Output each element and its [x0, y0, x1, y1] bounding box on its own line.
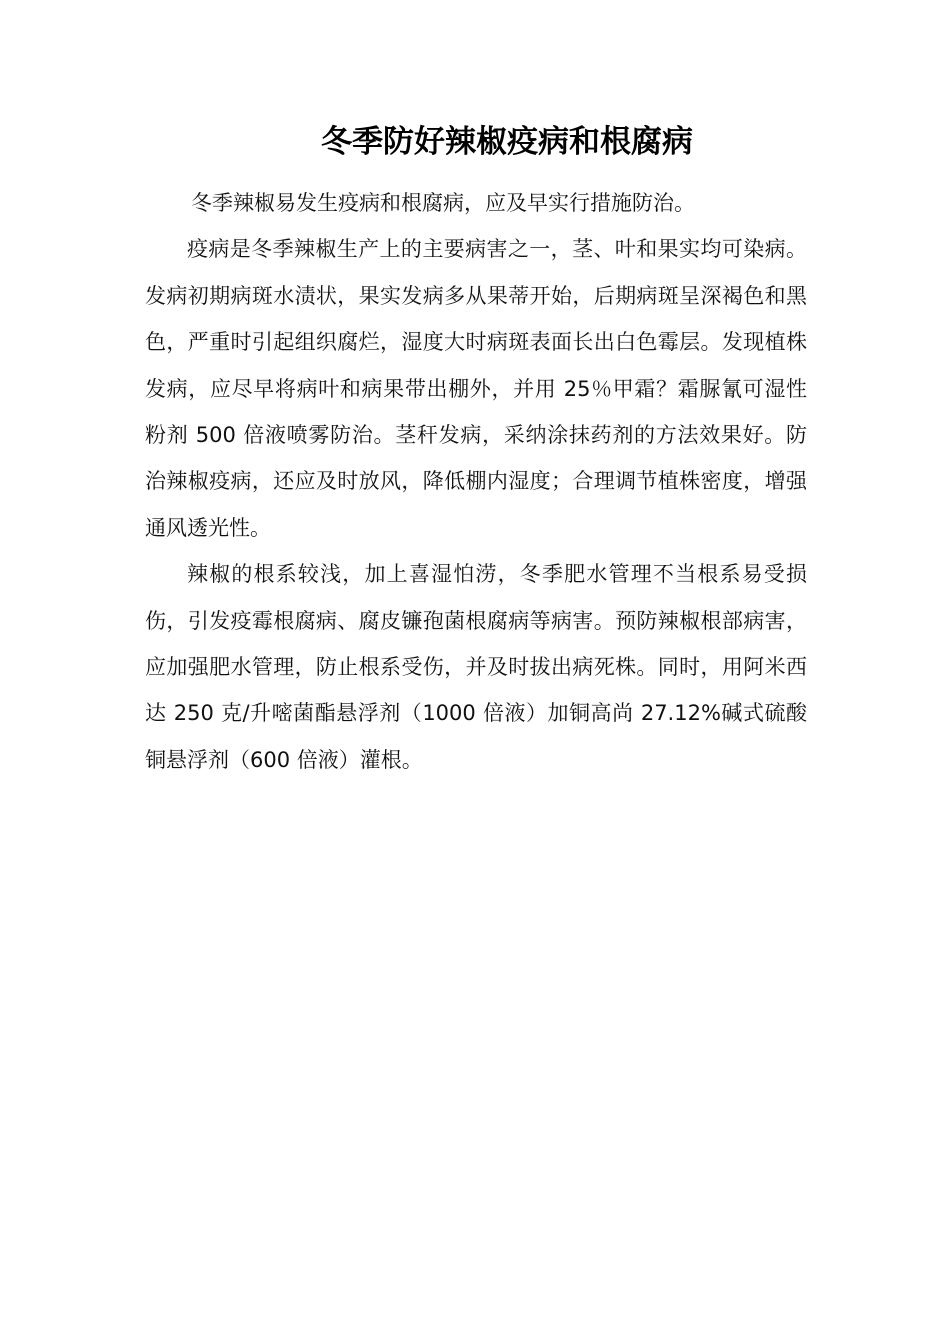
- paragraph-root-rot: 辣椒的根系较浅，加上喜湿怕涝，冬季肥水管理不当根系易受损伤，引发疫霉根腐病、腐皮镰孢菌根腐病等病害。预防辣椒根部病害，应加强肥水管理，防止根系受伤，并及时拔出病死株。同时，用阿米西达 250 克/升嘧菌酯悬浮剂（1000 倍液）加铜高尚 27.12%碱式硫酸铜悬浮剂（600 倍液）灌根。: [145, 562, 807, 772]
- document-title: 冬季防好辣椒疫病和根腐病: [321, 124, 693, 160]
- document-body: [145, 180, 807, 783]
- paragraph-intro: 冬季辣椒易发生疫病和根腐病，应及早实行措施防治。: [191, 191, 695, 215]
- paragraph-blight: 疫病是冬季辣椒生产上的主要病害之一，茎、叶和果实均可染病。发病初期病斑水渍状，果实发病多从果蒂开始，后期病斑呈深褐色和黑色，严重时引起组织腐烂，湿度大时病斑表面长出白色霉层。发现植株发病，应尽早将病叶和病果带出棚外，并用 25％甲霜？霜脲氰可湿性粉剂 500 倍液喷雾防治。茎秆发病，采纳涂抹药剂的方法效果好。防治辣椒疫病，还应及时放风，降低棚内湿度；合理调节植株密度，增强通风透光性。: [145, 237, 807, 540]
